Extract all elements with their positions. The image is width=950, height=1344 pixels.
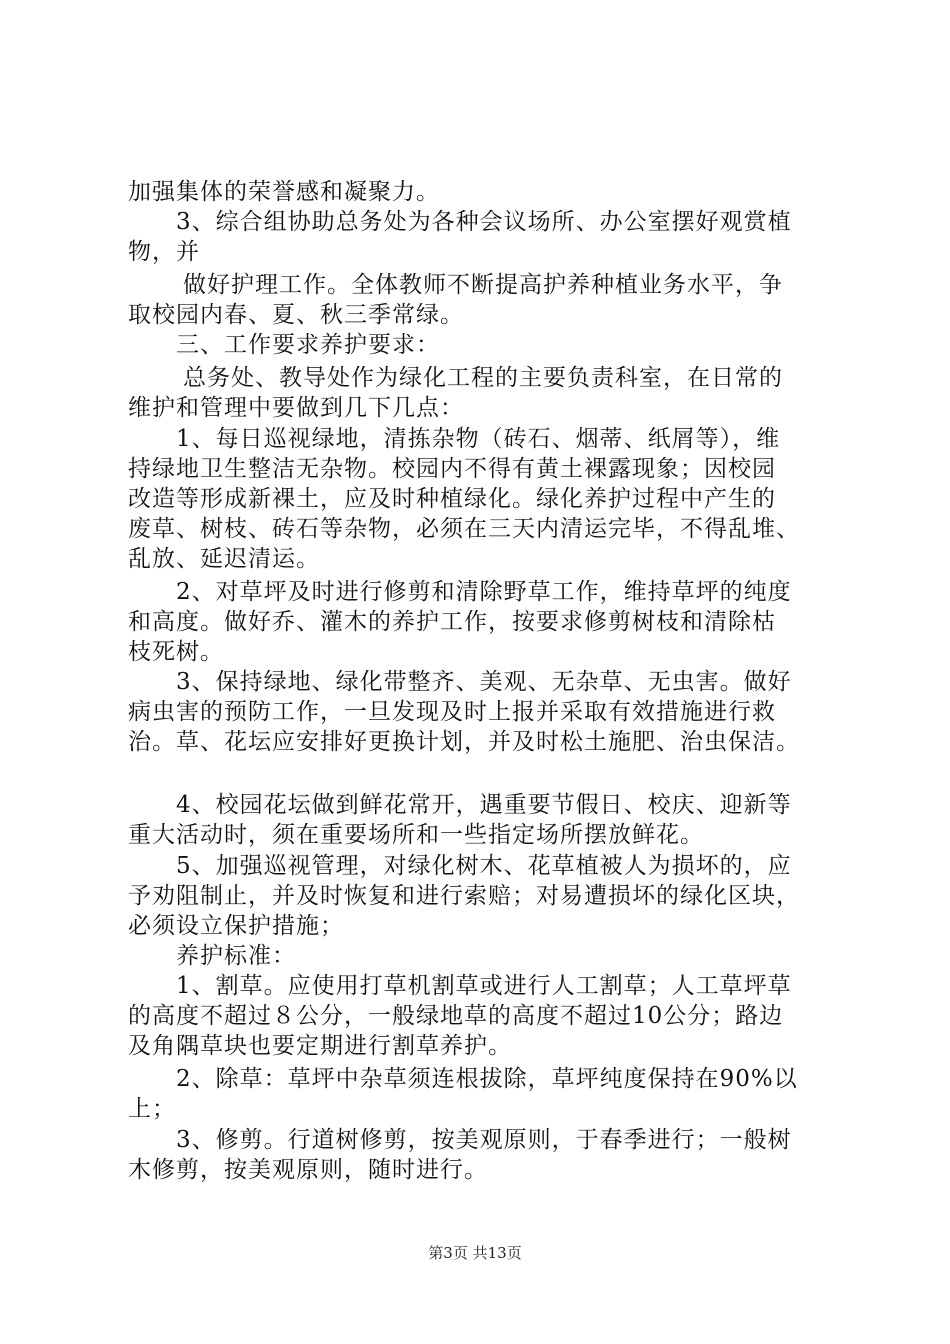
text-line: 治。草、花坛应安排好更换计划，并及时松土施肥、治虫保洁。 xyxy=(128,729,800,755)
text-line: 1、每日巡视绿地，清拣杂物（砖石、烟蒂、纸屑等），维 xyxy=(176,426,781,452)
text-line: 重大活动时，须在重要场所和一些指定场所摆放鲜花。 xyxy=(128,822,704,848)
text-line: 1、割草。应使用打草机割草或进行人工割草；人工草坪草 xyxy=(176,973,792,999)
text-line: 必须设立保护措施； xyxy=(128,913,344,939)
text-line: 废草、树枝、砖石等杂物，必须在三天内清运完毕，不得乱堆、 xyxy=(128,516,800,542)
text-line: 及角隅草块也要定期进行割草养护。 xyxy=(128,1033,512,1059)
text-line: 木修剪，按美观原则，随时进行。 xyxy=(128,1157,488,1183)
text-line: 2、除草：草坪中杂草须连根拔除，草坪纯度保持在90%以 xyxy=(176,1066,798,1092)
text-line: 持绿地卫生整洁无杂物。校园内不得有黄土裸露现象；因校园 xyxy=(128,456,776,482)
text-line: 改造等形成新裸土，应及时种植绿化。绿化养护过程中产生的 xyxy=(128,486,776,512)
text-line: 3、修剪。行道树修剪，按美观原则，于春季进行；一般树 xyxy=(176,1127,792,1153)
text-line: 总务处、教导处作为绿化工程的主要负责科室，在日常的 xyxy=(183,365,783,391)
text-line: 乱放、延迟清运。 xyxy=(128,546,320,572)
text-line: 取校园内春、夏、秋三季常绿。 xyxy=(128,302,464,328)
text-line: 予劝阻制止，并及时恢复和进行索赔；对易遭损坏的绿化区块， xyxy=(128,883,800,909)
section-heading: 养护标准： xyxy=(176,943,296,969)
text-line: 和高度。做好乔、灌木的养护工作，按要求修剪树枝和清除枯 xyxy=(128,609,776,635)
text-line: 的高度不超过８公分，一般绿地草的高度不超过10公分；路边 xyxy=(128,1003,784,1029)
text-line: 3、综合组协助总务处为各种会议场所、办公室摆好观赏植 xyxy=(176,209,792,235)
text-line: 物，并 xyxy=(128,239,200,265)
text-line: 病虫害的预防工作，一旦发现及时上报并采取有效措施进行救 xyxy=(128,699,776,725)
section-heading: 三、工作要求养护要求： xyxy=(176,332,440,358)
text-line: 3、保持绿地、绿化带整齐、美观、无杂草、无虫害。做好 xyxy=(176,669,792,695)
text-line: 维护和管理中要做到几下几点： xyxy=(128,395,464,421)
text-line: 4、校园花坛做到鲜花常开，遇重要节假日、校庆、迎新等 xyxy=(176,792,792,818)
text-line: 2、对草坪及时进行修剪和清除野草工作，维持草坪的纯度 xyxy=(176,579,792,605)
text-line: 枝死树。 xyxy=(128,639,224,665)
text-line: 5、加强巡视管理，对绿化树木、花草植被人为损坏的，应 xyxy=(176,853,792,879)
text-line: 加强集体的荣誉感和凝聚力。 xyxy=(128,179,440,205)
page-footer: 第3页 共13页 xyxy=(428,1244,522,1262)
text-line: 上； xyxy=(128,1096,176,1122)
text-line: 做好护理工作。全体教师不断提高护养种植业务水平，争 xyxy=(183,272,783,298)
